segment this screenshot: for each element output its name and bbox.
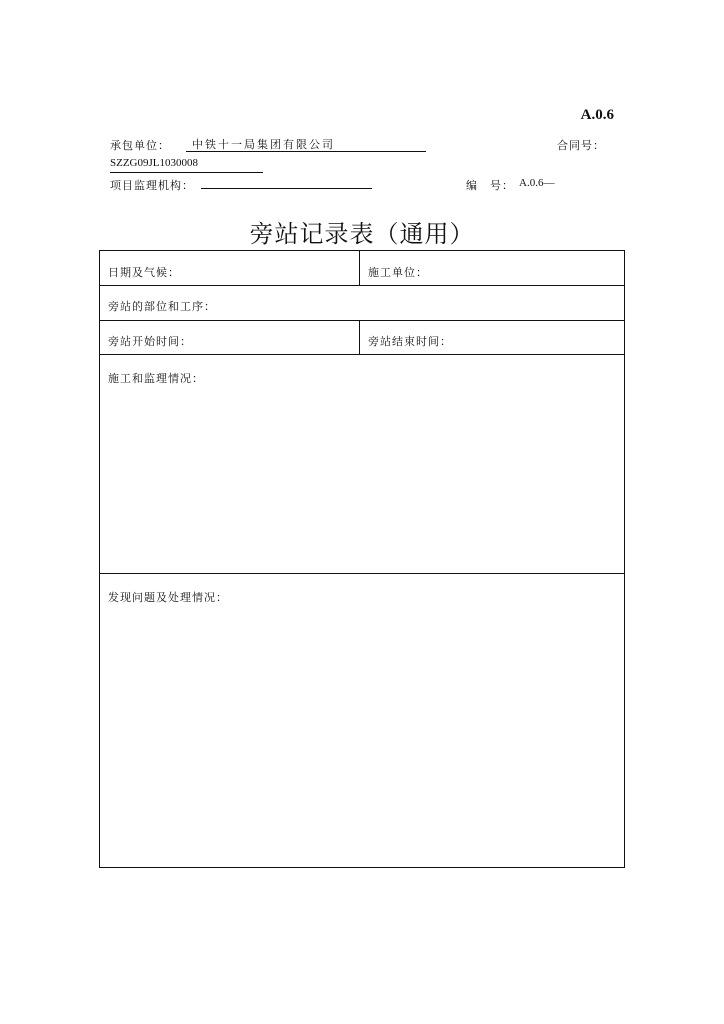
part-process-label: 旁站的部位和工序： <box>108 300 216 313</box>
construction-supervision-cell[interactable] <box>100 355 624 573</box>
part-process-cell[interactable] <box>100 286 624 320</box>
table-row-part <box>100 286 624 321</box>
record-table <box>99 250 625 868</box>
contract-no-label: 合同号： <box>557 139 605 152</box>
form-code: A.0.6 <box>580 107 614 123</box>
date-weather-cell[interactable] <box>100 251 359 285</box>
construction-unit-cell[interactable] <box>359 251 624 285</box>
page-title: 旁站记录表（通用） <box>249 220 475 248</box>
problems-handling-label: 发现问题及处理情况： <box>108 591 228 604</box>
construction-unit-label: 施工单位： <box>368 266 428 279</box>
supervisor-label: 项目监理机构： <box>110 179 194 192</box>
contractor-label: 承包单位： <box>110 139 170 152</box>
table-row-date <box>100 251 624 286</box>
end-time-cell[interactable] <box>359 321 624 354</box>
contract-no-value[interactable]: SZZG09JL1030008 <box>110 157 263 173</box>
end-time-label: 旁站结束时间： <box>368 335 452 348</box>
problems-handling-cell[interactable] <box>100 574 624 867</box>
table-row-time <box>100 321 624 355</box>
supervisor-field[interactable] <box>201 188 372 189</box>
serial-value[interactable]: A.0.6— <box>519 177 555 189</box>
table-row-construction <box>100 355 624 574</box>
start-time-cell[interactable] <box>100 321 359 354</box>
construction-supervision-label: 施工和监理情况： <box>108 372 204 385</box>
start-time-label: 旁站开始时间： <box>108 335 192 348</box>
contractor-value[interactable]: 中铁十一局集团有限公司 <box>186 136 426 152</box>
date-weather-label: 日期及气候： <box>108 266 180 279</box>
serial-label: 编 号： <box>466 179 514 192</box>
table-row-problems <box>100 574 624 867</box>
